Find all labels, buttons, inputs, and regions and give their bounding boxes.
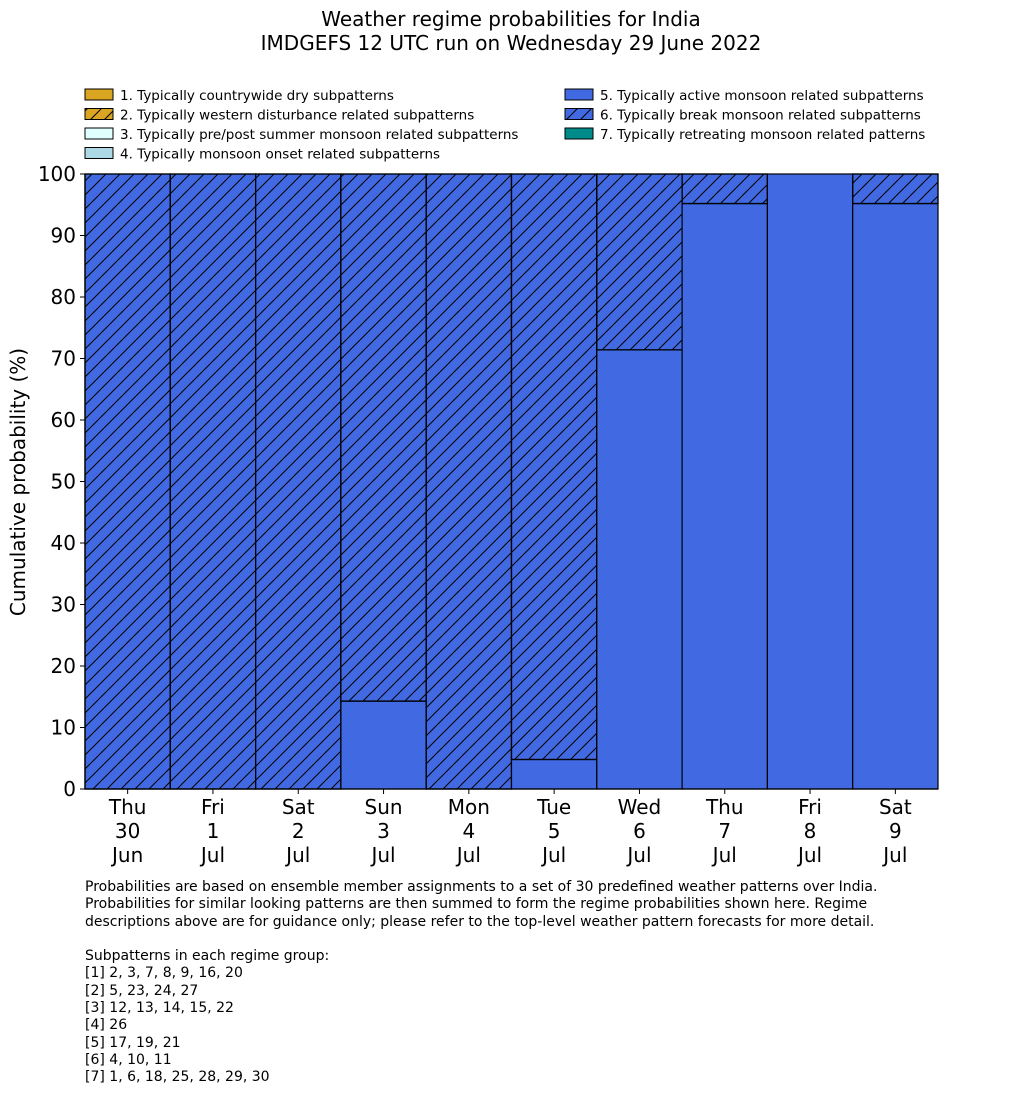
x-tick-label: Thu 7 Jul <box>705 795 744 867</box>
legend-label: 5. Typically active monsoon related subpatterns <box>600 88 924 104</box>
bar-segment <box>767 174 852 789</box>
y-tick-label: 70 <box>50 346 76 371</box>
y-tick-label: 80 <box>50 285 76 309</box>
x-tick-label: Sat 9 Jul <box>878 795 912 867</box>
y-axis-label: Cumulative probability (%) <box>6 347 30 617</box>
bar-segment <box>341 701 426 789</box>
y-tick-label: 20 <box>50 654 76 678</box>
bar-segment <box>853 204 938 789</box>
legend-swatch <box>85 128 113 139</box>
chart-title: Weather regime probabilities for India <box>321 7 701 31</box>
x-tick-label: Sun 3 Jul <box>364 795 403 867</box>
bar-hatch <box>426 174 511 789</box>
x-tick-label: Mon 4 Jul <box>447 795 490 867</box>
bar-hatch <box>256 174 341 789</box>
legend-label: 3. Typically pre/post summer monsoon related subpatterns <box>120 127 519 143</box>
y-tick-label: 40 <box>50 531 76 555</box>
bar-hatch <box>512 174 597 759</box>
legend-swatch <box>565 128 593 139</box>
legend-label: 7. Typically retreating monsoon related patterns <box>600 127 926 143</box>
legend <box>85 88 925 163</box>
chart-subtitle: IMDGEFS 12 UTC run on Wednesday 29 June 2022 <box>260 31 762 55</box>
y-tick-label: 30 <box>50 592 76 617</box>
bar-hatch <box>597 174 682 350</box>
bar-hatch <box>682 174 767 204</box>
legend-swatch-hatch <box>565 109 593 120</box>
x-tick-label: Thu 30 Jun <box>108 795 147 867</box>
bar-hatch <box>170 174 255 789</box>
x-tick-label: Wed 6 Jul <box>617 795 662 867</box>
y-tick-label: 50 <box>50 469 76 494</box>
bar-hatch <box>85 174 170 789</box>
bar-hatch <box>853 174 938 204</box>
legend-label: 1. Typically countrywide dry subpatterns <box>120 88 394 104</box>
legend-swatch <box>85 148 113 159</box>
y-tick-label: 0 <box>63 777 76 801</box>
y-tick-label: 10 <box>50 715 76 740</box>
legend-swatch <box>85 89 113 100</box>
legend-label: 6. Typically break monsoon related subpatterns <box>600 107 921 124</box>
y-tick-label: 60 <box>50 408 76 432</box>
y-tick-label: 90 <box>50 223 76 248</box>
legend-swatch-hatch <box>85 109 113 120</box>
bars <box>85 174 938 789</box>
y-tick-label: 100 <box>37 162 76 186</box>
x-tick-label: Sat 2 Jul <box>281 795 315 867</box>
x-tick-label: Fri 1 Jul <box>200 795 226 867</box>
x-tick-label: Fri 8 Jul <box>797 795 823 867</box>
bar-segment <box>512 759 597 789</box>
bar-segment <box>597 350 682 789</box>
legend-label: 4. Typically monsoon onset related subpatterns <box>120 146 441 163</box>
legend-label: 2. Typically western disturbance related subpatterns <box>120 107 475 124</box>
bar-hatch <box>341 174 426 701</box>
legend-swatch <box>565 89 593 100</box>
x-tick-label: Tue 5 Jul <box>537 795 572 867</box>
footnotes: Probabilities are based on ensemble member assignments to a set of 30 predefined weather patterns over India. Probabilities for similar looking patterns are then summed to form the regime probabilities shown here. Regime descriptions above are for guidance only; please refer to the top-level weather pattern forecasts for more detail. Subpatterns in each regime group: [1] 2, 3, 7, 8, 9, 16, 20 [2] 5, 23, 24, 27 [3] 12, 13, 14, 15, 22 [4] 26 [5] 17, 19, 21 [6] 4, 10, 11 [7] 1, 6, 18, 25, 28, 29, 30 <box>85 879 878 1086</box>
bar-segment <box>682 204 767 789</box>
